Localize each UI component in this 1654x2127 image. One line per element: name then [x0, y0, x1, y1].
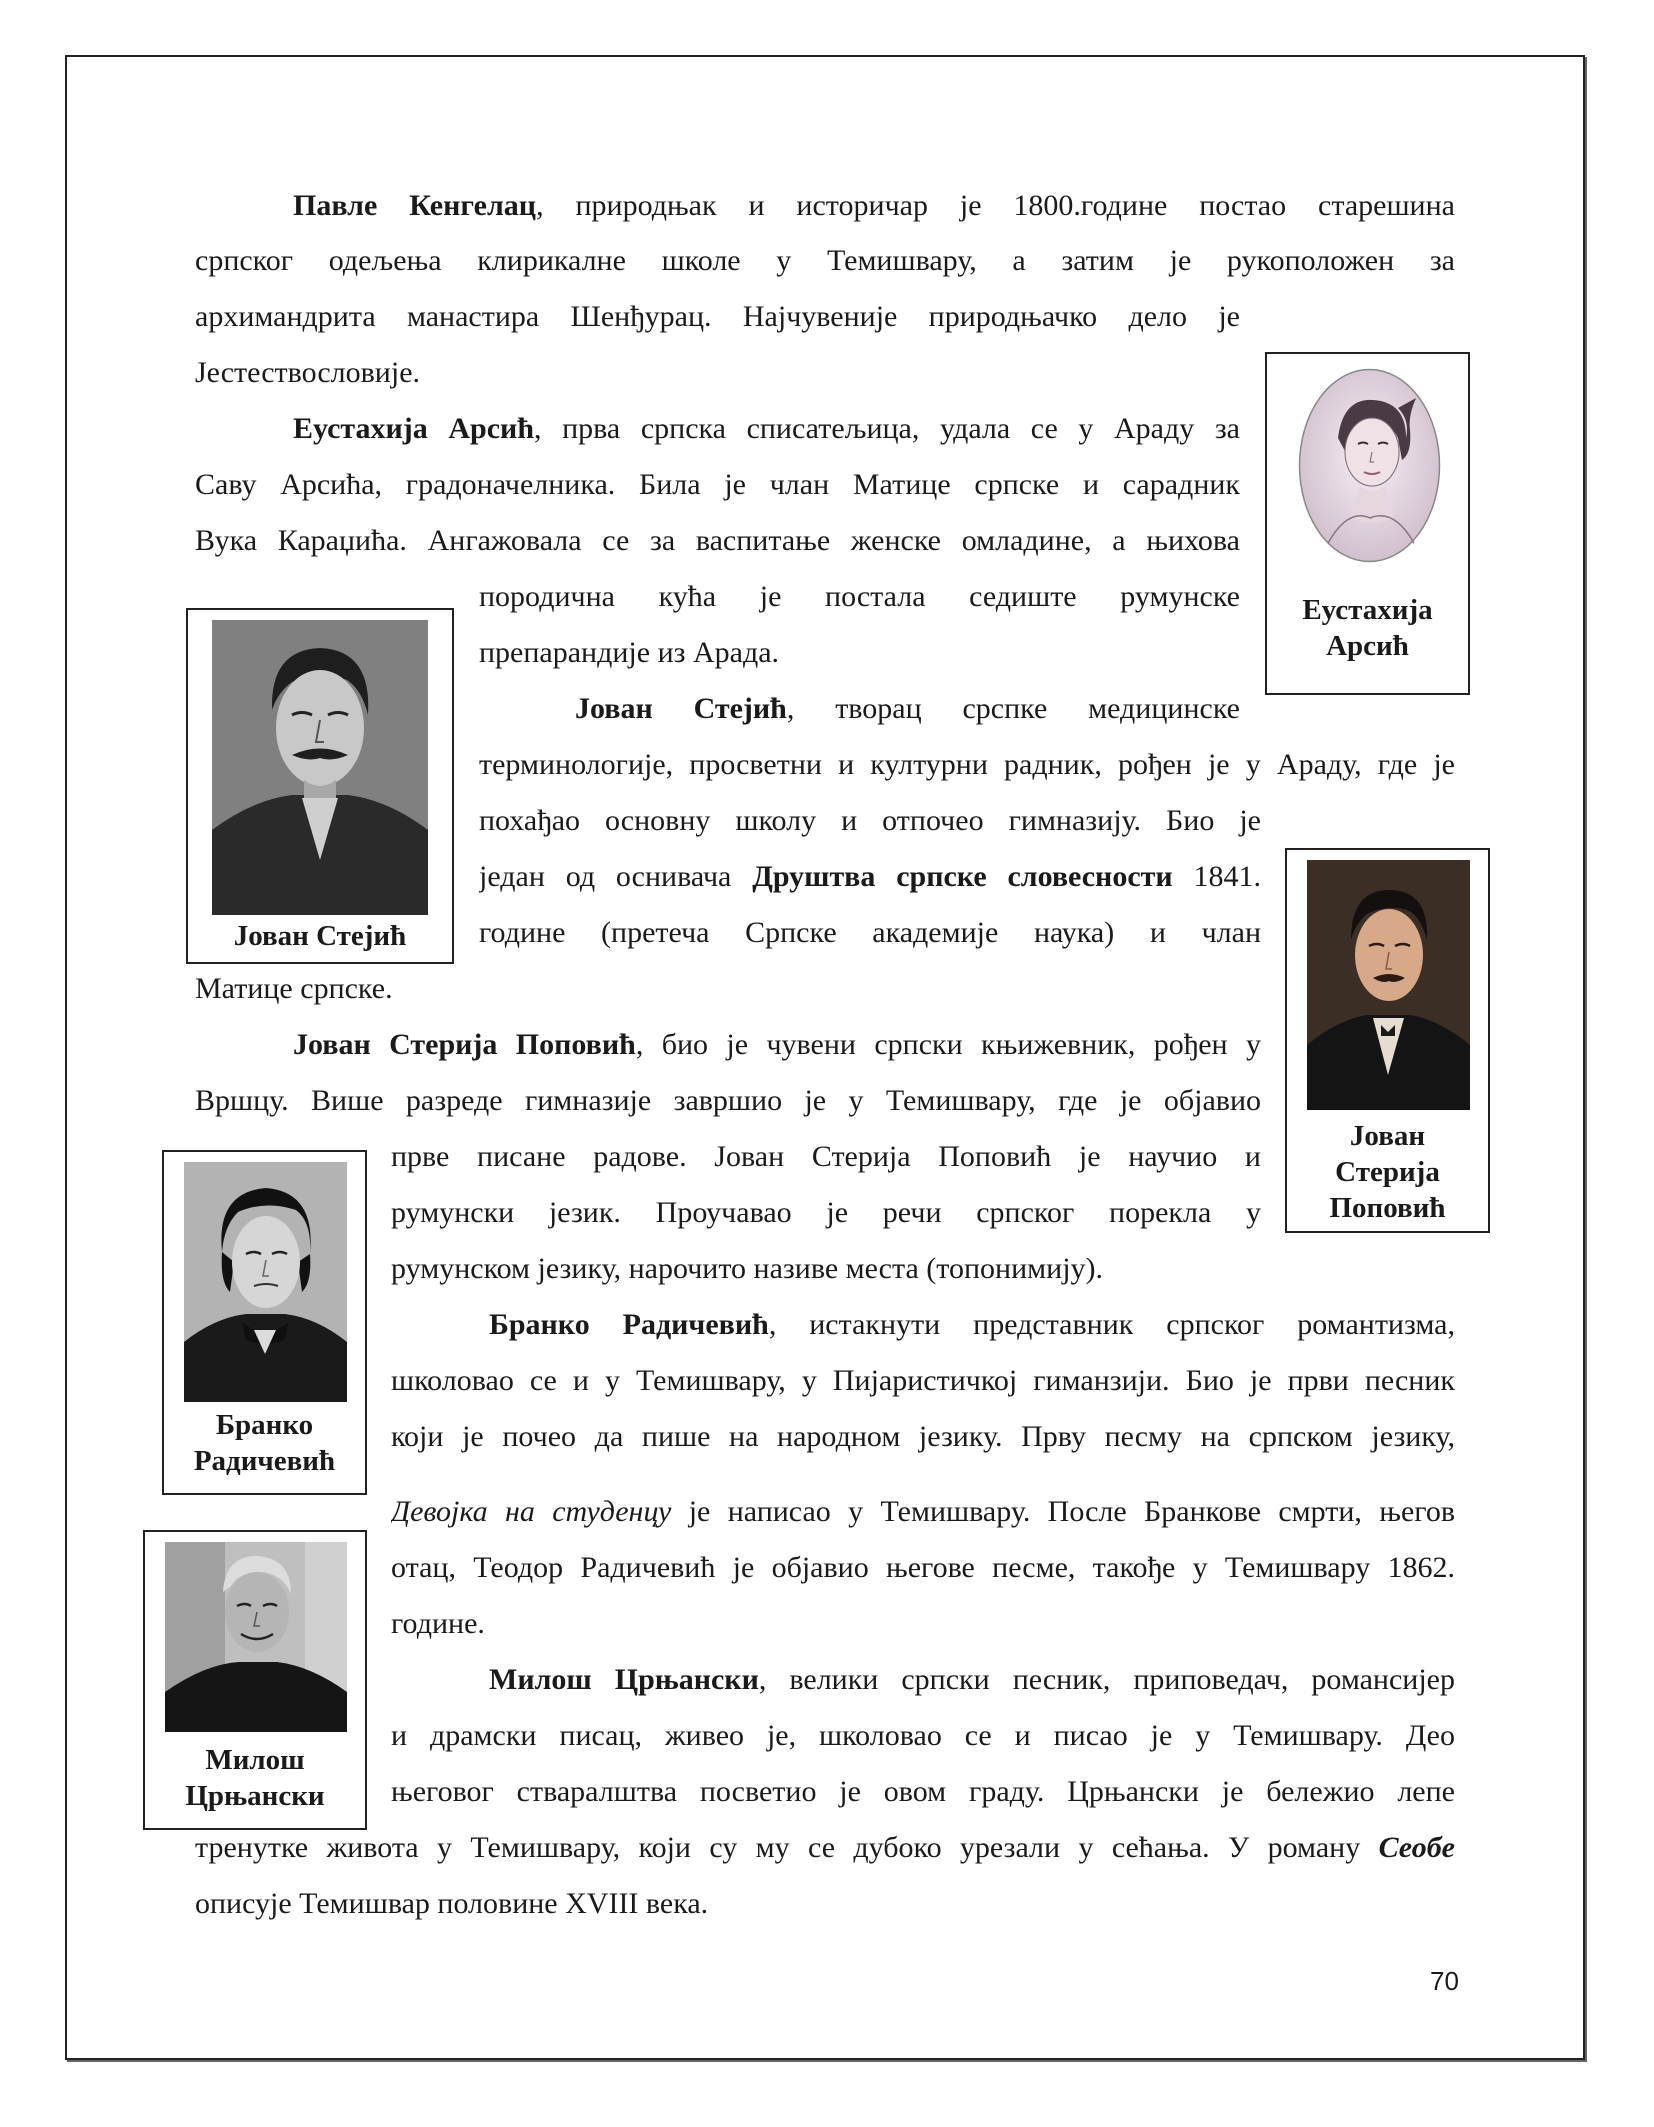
text-span: је написао у Темишвару. После Бранкове смрти, његов — [671, 1495, 1455, 1528]
text-line: породична кућа је постала седиште румунске — [479, 580, 1240, 613]
portrait-box-stejic — [186, 608, 454, 964]
text-line — [293, 188, 1455, 224]
text-span: , био је чувени српски књижевник, рођен у — [635, 1028, 1261, 1061]
text-line: и драмски писац, живео је, школовао се и писао је у Темишвару. Део — [391, 1719, 1455, 1752]
text-line — [391, 1494, 1455, 1530]
text-span: , прва српска списатељица, удала се у Араду за — [534, 412, 1240, 445]
portrait-caption: Бранко — [215, 1409, 314, 1441]
text-line: године (претеча Српске академије наука) и члан — [479, 916, 1261, 949]
text-line: године. — [391, 1607, 485, 1640]
text-line — [293, 1027, 1261, 1063]
poem-title: Девојка на студенцу — [391, 1495, 672, 1528]
portrait-box-arsic — [1265, 352, 1470, 695]
portrait-image-popovic — [1307, 860, 1470, 1110]
text-line — [479, 859, 1261, 895]
text-line: похађао основну школу и отпочео гимназију. Био је — [479, 804, 1261, 837]
text-line: српског одељења клирикалне школе у Темишвару, а затим је рукоположен за — [195, 244, 1455, 277]
text-span: , природњак и историчар је 1800.године постао старешина — [536, 189, 1455, 222]
text-line: румунском језику, нарочито називе места (топонимију). — [391, 1252, 1104, 1285]
text-line — [195, 1830, 1455, 1866]
portrait-image-crnjanski — [165, 1542, 347, 1732]
portrait-caption: Арсић — [1326, 630, 1409, 662]
text-span: 1841. — [1172, 860, 1261, 893]
portrait-image-radicevic — [184, 1162, 347, 1402]
text-line: Јестествословије. — [195, 356, 421, 389]
text-line: Вршцу. Више разреде гимназије завршио је у Темишвару, где је објавио — [195, 1084, 1261, 1117]
portrait-box-crnjanski — [143, 1530, 367, 1830]
person-name: Јован Стејић — [575, 692, 787, 725]
portrait-caption: Црњански — [185, 1780, 325, 1812]
text-line — [575, 691, 1240, 727]
portrait-image-arsic — [1298, 368, 1441, 563]
text-line: његовог стваралштва посветио је овом граду. Црњански је бележио лепе — [391, 1775, 1455, 1808]
text-line: Саву Арсића, градоначелника. Била је члан Матице српске и сарадник — [195, 468, 1240, 501]
portrait-caption: Стерија — [1335, 1156, 1440, 1188]
novel-title: Сеобе — [1378, 1831, 1455, 1864]
text-line: архимандрита манастира Шенђурац. Најчувеније природњачко дело је — [195, 300, 1240, 333]
text-line: школовао се и у Темишвару, у Пијаристичкој гиманзији. Био је први песник — [391, 1364, 1455, 1397]
person-name: Јован Стерија Поповић — [293, 1028, 636, 1061]
portrait-caption: Радичевић — [193, 1445, 336, 1477]
text-span: , истакнути представник српског романтизма, — [768, 1308, 1455, 1341]
text-line: Вука Караџића. Ангажовала се за васпитање женске омладине, а њихова — [195, 524, 1240, 557]
text-line: који је почео да пише на народном језику. Прву песму на српском језику, — [391, 1420, 1455, 1453]
text-line: прве писане радове. Јован Стерија Поповић је научио и — [391, 1140, 1261, 1173]
portrait-caption: Јован — [1349, 1120, 1426, 1152]
text-span: , велики српски песник, приповедач, романсијер — [758, 1663, 1455, 1696]
text-line: препарандије из Арада. — [479, 636, 780, 669]
portrait-box-radicevic — [162, 1150, 367, 1495]
text-line: румунски језик. Проучавао је речи српског порекла у — [391, 1196, 1261, 1229]
person-name: Милош Црњански — [489, 1663, 759, 1696]
text-line: описује Темишвар половине XVIII века. — [195, 1887, 709, 1920]
portrait-caption: Јован Стејић — [233, 920, 407, 952]
portrait-caption: Еустахија — [1302, 594, 1433, 626]
person-name: Павле Кенгелац — [293, 189, 537, 222]
portrait-caption: Милош — [205, 1744, 305, 1776]
text-line — [489, 1307, 1455, 1343]
text-line: терминологије, просветни и културни радник, рођен је у Араду, где је — [479, 748, 1455, 781]
text-line: Матице српске. — [195, 972, 393, 1005]
text-span: , творац срспке медицинске — [786, 692, 1240, 725]
text-span: тренутке живота у Темишвару, који су му се дубоко урезали у сећања. У роману — [195, 1831, 1379, 1864]
person-name: Еустахија Арсић — [293, 412, 535, 445]
portrait-caption: Поповић — [1329, 1192, 1446, 1224]
text-line — [489, 1662, 1455, 1698]
page-number: 70 — [1430, 1966, 1459, 1996]
text-line: отац, Теодор Радичевић је објавио његове песме, такође у Темишвару 1862. — [391, 1551, 1455, 1584]
portrait-image-stejic — [212, 620, 428, 915]
portrait-box-popovic — [1285, 848, 1490, 1233]
text-span: један од оснивача — [479, 860, 753, 893]
text-line — [293, 411, 1240, 447]
society-name: Друштва српске словесности — [752, 860, 1173, 893]
person-name: Бранко Радичевић — [489, 1308, 769, 1341]
